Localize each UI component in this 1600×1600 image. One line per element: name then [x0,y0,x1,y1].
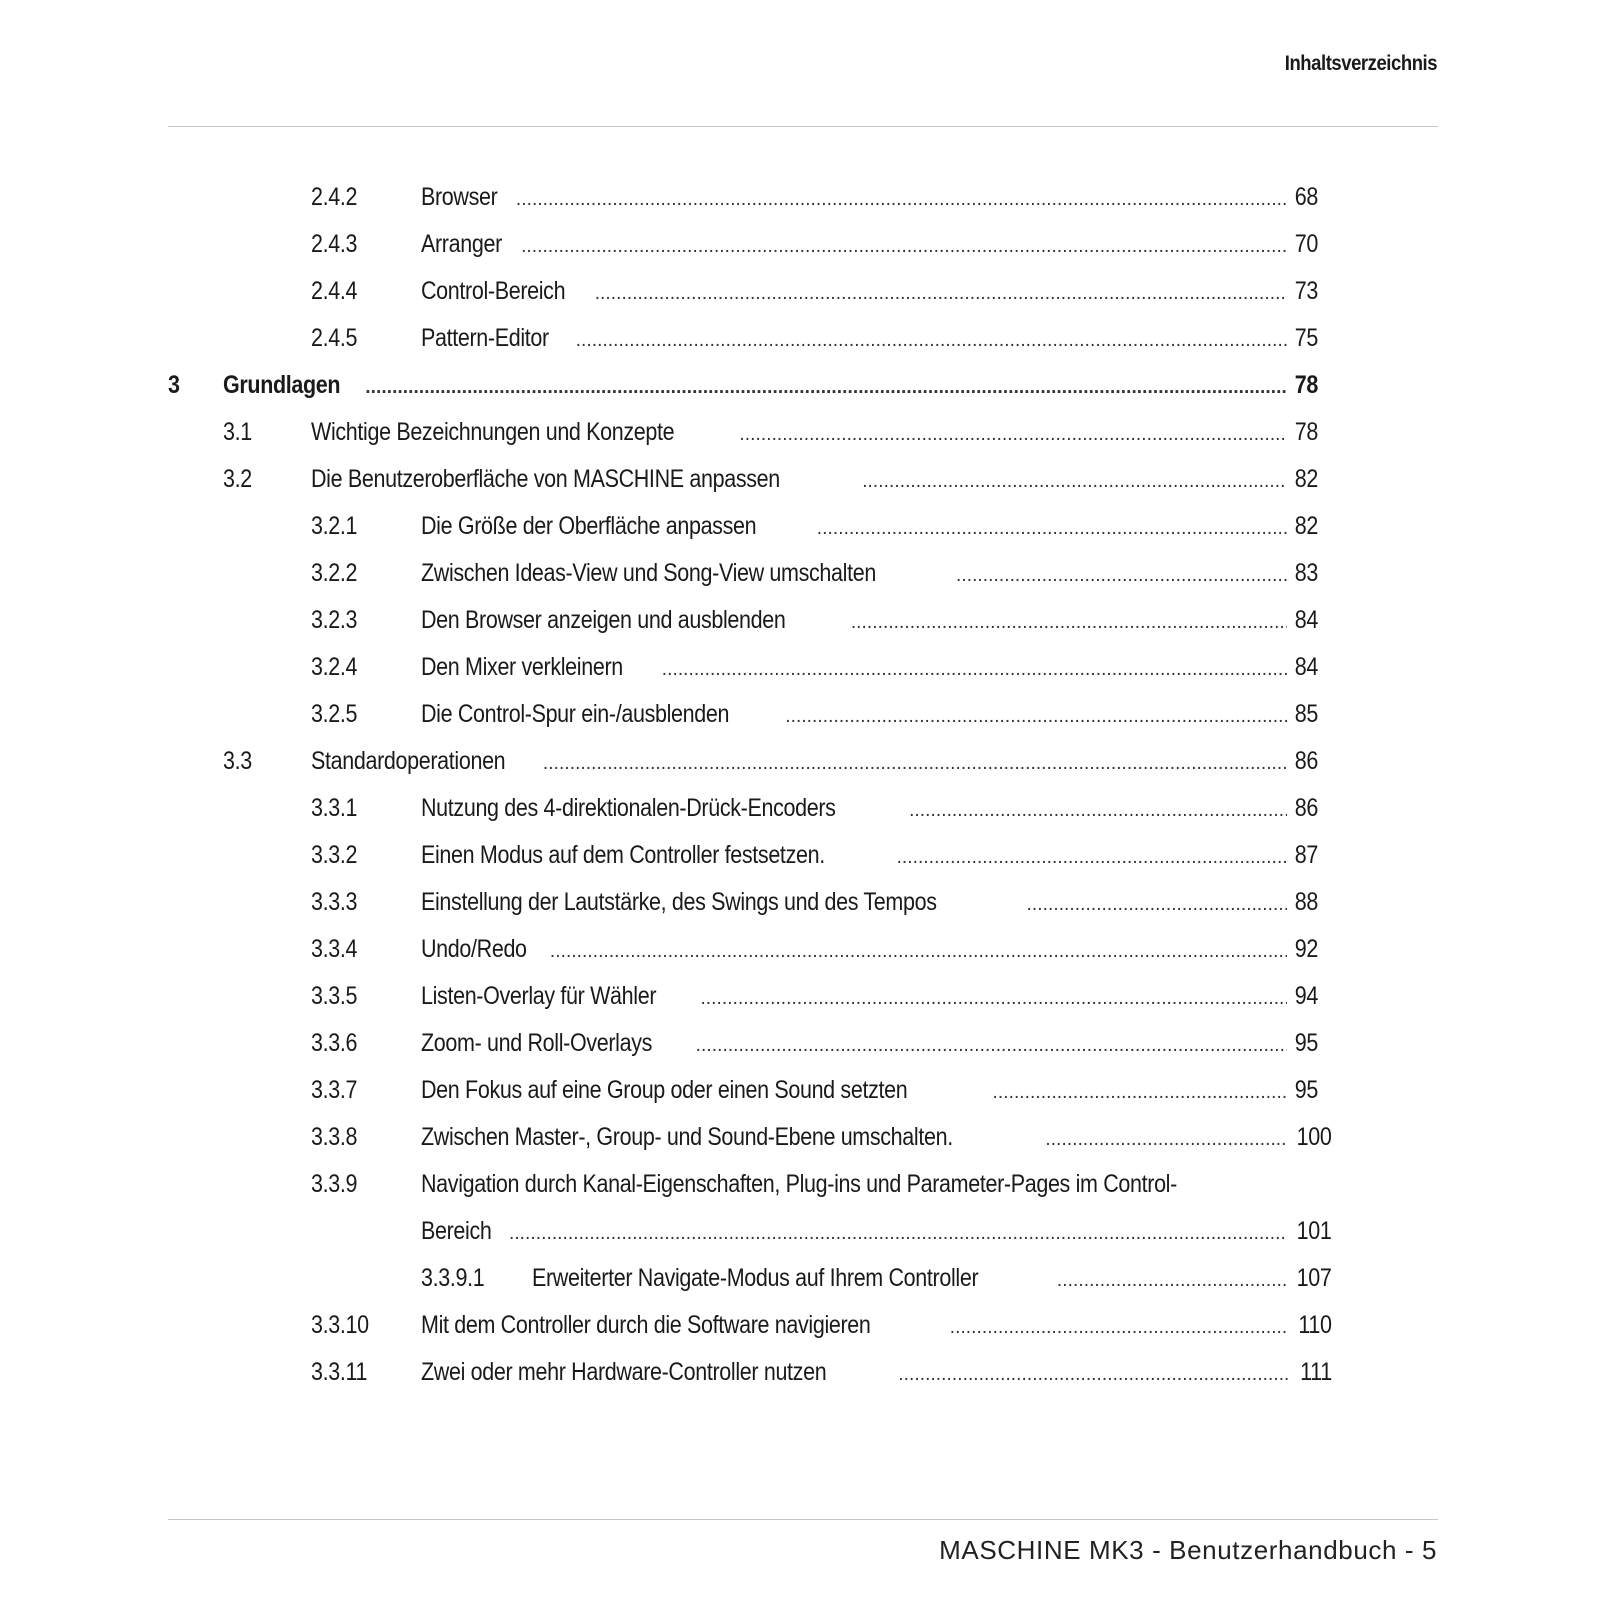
toc-entry-number: 3.3.9 [311,1170,358,1198]
toc-entry-number: 2.4.4 [311,277,358,305]
toc-entry-title: Control-Bereich [421,277,566,305]
toc-entry[interactable] [0,456,1600,503]
toc-entry-number: 3.3.1 [311,794,358,822]
toc-entry-page: 94 [1294,982,1318,1010]
toc-entry[interactable] [0,738,1600,785]
toc-entry-number: 3.3.4 [311,935,358,963]
toc-entry[interactable] [0,973,1600,1020]
toc-entry-title: Den Mixer verkleinern [421,653,623,681]
toc-entry-title: Zwei oder mehr Hardware-Controller nutzen [421,1358,827,1386]
toc-entry-page: 83 [1294,559,1318,587]
dot-leader [851,599,1287,646]
toc-entry-number: 3.3.2 [311,841,358,869]
toc-entry-title: Arranger [421,230,502,258]
toc-entry[interactable] [0,1302,1600,1349]
toc-entry-number: 3.3.5 [311,982,358,1010]
toc-entry-title: Zwischen Ideas-View und Song-View umschalten [421,559,876,587]
dot-leader [521,223,1287,270]
toc-entry-title-line1: Navigation durch Kanal-Eigenschaften, Plug-ins und Parameter-Pages im Control- [421,1170,1177,1198]
toc-entry-page: 82 [1294,465,1318,493]
toc-entry-page: 86 [1294,747,1318,775]
toc-entry-title-line2: Bereich [421,1217,492,1245]
toc-entry-number: 2.4.3 [311,230,358,258]
toc-entry-title: Browser [421,183,498,211]
toc-entry-page: 101 [1297,1217,1332,1245]
toc-entry[interactable] [0,926,1600,973]
toc-entry-title: Die Größe der Oberfläche anpassen [421,512,757,540]
dot-leader [543,740,1287,787]
toc-entry-page: 75 [1294,324,1318,352]
dot-leader [950,1304,1290,1351]
toc-entry[interactable] [0,315,1600,362]
toc-entry[interactable] [0,644,1600,691]
dot-leader [550,928,1287,975]
toc-entry-number: 3.3.6 [311,1029,358,1057]
dot-leader [897,834,1287,881]
toc-entry-number: 3.3 [223,747,252,775]
toc-entry-page: 107 [1297,1264,1332,1292]
footer-divider [168,1519,1438,1520]
dot-leader [1027,881,1287,928]
toc-entry-title: Listen-Overlay für Wähler [421,982,657,1010]
dot-leader [576,317,1287,364]
toc-entry-title: Zwischen Master-, Group- und Sound-Ebene umschalten. [421,1123,953,1151]
toc-entry[interactable] [0,550,1600,597]
toc-entry[interactable] [0,1161,1600,1255]
toc-entry-page: 95 [1294,1076,1318,1104]
dot-leader [862,458,1287,505]
dot-leader [993,1069,1287,1116]
toc-entry[interactable] [0,1255,1600,1302]
toc-entry-number: 2.4.2 [311,183,358,211]
dot-leader [595,270,1287,317]
toc-entry-page: 84 [1294,653,1318,681]
toc-entry-title: Zoom- und Roll-Overlays [421,1029,653,1057]
toc-entry-page: 87 [1294,841,1318,869]
dot-leader [909,787,1287,834]
toc-entry-number: 3.2.2 [311,559,358,587]
toc-entry-number: 3.3.7 [311,1076,358,1104]
dot-leader [700,975,1287,1022]
dot-leader [817,505,1287,552]
toc-entry-title: Einstellung der Lautstärke, des Swings und des Tempos [421,888,937,916]
toc-entry-title: Die Control-Spur ein-/ausblenden [421,700,730,728]
toc-chapter-number: 3 [168,371,180,399]
toc-entry-page: 110 [1298,1311,1332,1339]
toc-entry-title: Den Browser anzeigen und ausblenden [421,606,786,634]
dot-leader [662,646,1287,693]
toc-entry[interactable] [0,691,1600,738]
toc-entry[interactable] [0,268,1600,315]
toc-entry-number: 3.2.1 [311,512,358,540]
dot-leader [696,1022,1287,1069]
toc-entry-number: 3.3.8 [311,1123,358,1151]
dot-leader [898,1351,1291,1398]
dot-leader [1057,1257,1288,1304]
dot-leader [956,552,1287,599]
toc-entry[interactable] [0,1020,1600,1067]
page-footer: MASCHINE MK3 - Benutzerhandbuch - 5 [939,1535,1437,1565]
toc-entry-page: 73 [1294,277,1318,305]
toc-entry-page: 88 [1294,888,1318,916]
toc-entry-number: 3.2.3 [311,606,358,634]
toc-entry-title: Die Benutzeroberfläche von MASCHINE anpassen [311,465,780,493]
toc-entry[interactable] [0,832,1600,879]
dot-leader [739,411,1287,458]
toc-entry-page: 86 [1294,794,1318,822]
toc-entry-number: 3.2 [223,465,252,493]
toc-entry-number: 3.1 [223,418,252,446]
toc-entry-number: 3.3.9.1 [421,1264,485,1292]
toc-entry-number: 3.2.4 [311,653,358,681]
toc-entry-page: 92 [1294,935,1318,963]
toc-entry[interactable] [0,785,1600,832]
toc-entry[interactable] [0,1114,1600,1161]
toc-entry-title: Standardoperationen [311,747,506,775]
dot-leader [365,364,1287,411]
toc-entry-title: Einen Modus auf dem Controller festsetzen. [421,841,825,869]
toc-entry-number: 3.3.11 [311,1358,368,1386]
toc-entry-page: 68 [1294,183,1318,211]
toc-entry[interactable] [0,409,1600,456]
toc-entry-title: Wichtige Bezeichnungen und Konzepte [311,418,675,446]
toc-entry-title: Mit dem Controller durch die Software navigieren [421,1311,871,1339]
toc-entry-title: Den Fokus auf eine Group oder einen Sound setzten [421,1076,908,1104]
dot-leader [785,693,1287,740]
toc-entry-page: 82 [1294,512,1318,540]
toc-entry-page: 85 [1294,700,1318,728]
toc-entry-number: 3.3.10 [311,1311,369,1339]
toc-entry-number: 3.2.5 [311,700,358,728]
toc-entry[interactable] [0,879,1600,926]
toc-entry[interactable] [0,597,1600,644]
dot-leader [1045,1116,1287,1163]
toc-entry-title: Undo/Redo [421,935,527,963]
toc-chapter-page: 78 [1294,371,1318,399]
toc-entry-page: 100 [1297,1123,1332,1151]
toc-entry-page: 95 [1294,1029,1318,1057]
toc-entry[interactable] [0,221,1600,268]
toc-entry[interactable] [0,1067,1600,1114]
toc-entry-page: 111 [1300,1358,1332,1386]
toc-entry-title: Nutzung des 4-direktionalen-Drück-Encoders [421,794,836,822]
dot-leader [509,1210,1288,1257]
toc-chapter-entry[interactable] [0,362,1600,409]
toc-entry-number: 2.4.5 [311,324,358,352]
header-divider [168,126,1438,127]
toc-entry-number: 3.3.3 [311,888,358,916]
toc-entry[interactable] [0,503,1600,550]
toc-entry-page: 84 [1294,606,1318,634]
running-header-title: Inhaltsverzeichnis [1284,52,1437,75]
toc-entry-page: 70 [1294,230,1318,258]
toc-entry-title: Pattern-Editor [421,324,549,352]
toc-entry-title: Erweiterter Navigate-Modus auf Ihrem Controller [532,1264,979,1292]
toc-entry-page: 78 [1294,418,1318,446]
toc-chapter-title: Grundlagen [223,371,341,399]
toc-entry[interactable] [0,1349,1600,1396]
toc-entry[interactable] [0,174,1600,221]
dot-leader [516,176,1287,223]
